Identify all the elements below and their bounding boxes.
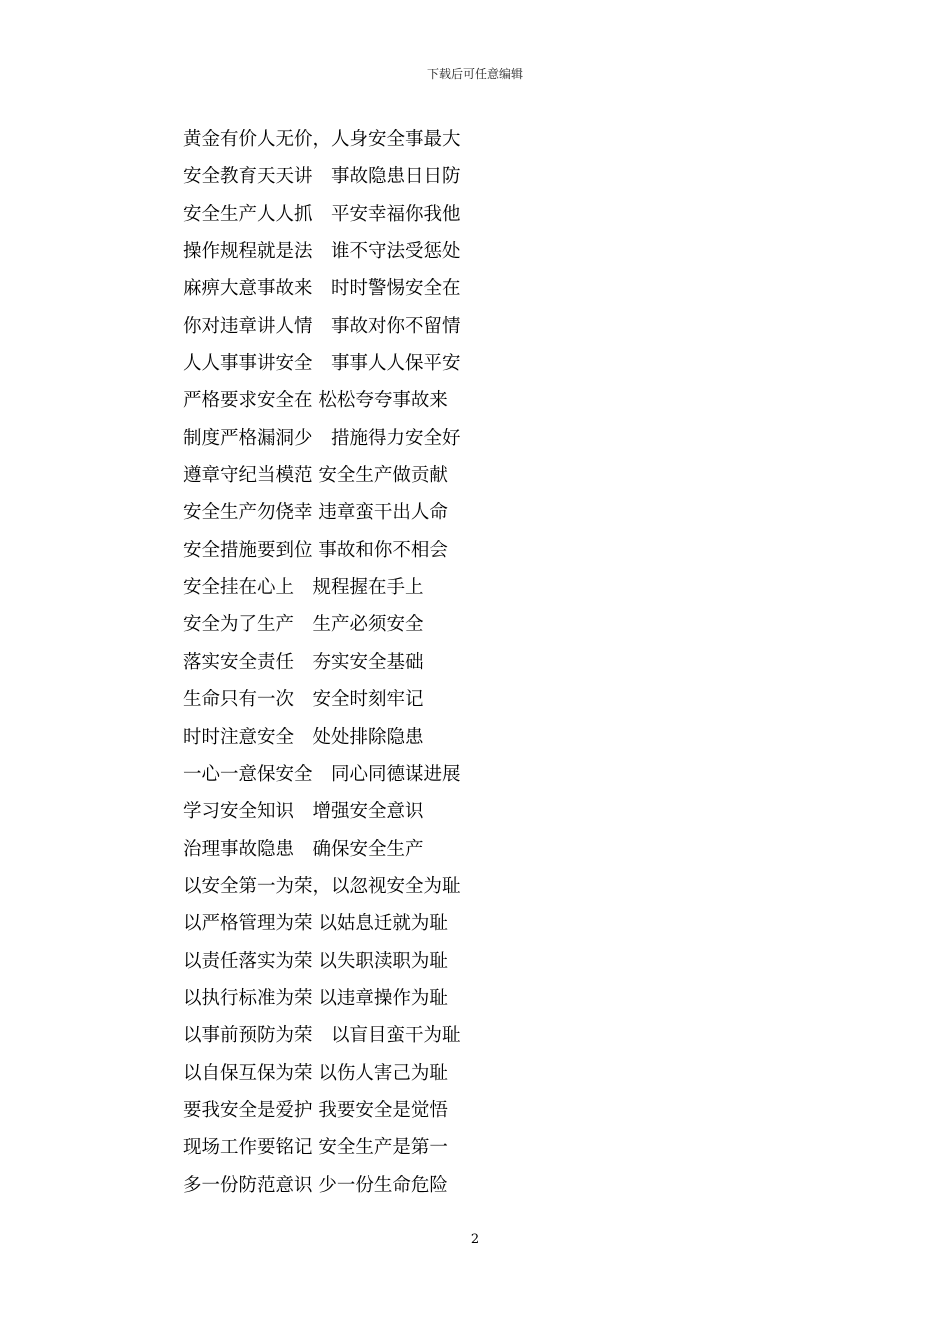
slogan-line: 多一份防范意识 少一份生命危险 [183,1174,448,1196]
slogan-line: 安全教育天天讲 事故隐患日日防 [183,166,461,188]
slogan-line: 生命只有一次 安全时刻牢记 [183,689,424,711]
slogan-line: 以责任落实为荣 以失职渎职为耻 [183,950,448,972]
slogan-line: 安全为了生产 生产必须安全 [183,614,424,636]
slogan-line: 制度严格漏洞少 措施得力安全好 [183,427,461,449]
page-number: 2 [470,1232,480,1247]
slogan-list [183,121,703,1204]
slogan-line: 落实安全责任 夯实安全基础 [183,651,424,673]
slogan-line: 严格要求安全在 松松夸夸事故来 [183,390,448,412]
slogan-line: 治理事故隐患 确保安全生产 [183,838,424,860]
page-header-note: 下载后可任意编辑 [426,67,523,81]
slogan-line: 时时注意安全 处处排除隐患 [183,726,424,748]
slogan-line: 黄金有价人无价，人身安全事最大 [183,129,461,150]
slogan-line: 一心一意保安全 同心同德谋进展 [183,763,461,785]
slogan-line: 遵章守纪当模范 安全生产做贡献 [183,465,448,487]
slogan-line: 安全措施要到位 事故和你不相会 [183,539,448,561]
slogan-line: 以事前预防为荣 以盲目蛮干为耻 [183,1025,461,1047]
slogan-line: 麻痹大意事故来 时时警惕安全在 [183,278,461,300]
slogan-line: 现场工作要铭记 安全生产是第一 [183,1137,448,1159]
slogan-line: 安全生产人人抓 平安幸福你我他 [183,203,461,225]
slogan-line: 以自保互保为荣 以伤人害己为耻 [183,1062,448,1084]
slogan-line: 以安全第一为荣，以忽视安全为耻 [183,875,461,897]
slogan-line: 你对违章讲人情 事故对你不留情 [183,315,461,337]
slogan-line: 操作规程就是法 谁不守法受惩处 [183,241,461,263]
slogan-line: 人人事事讲安全 事事人人保平安 [183,353,461,375]
slogan-line: 要我安全是爱护 我要安全是觉悟 [183,1099,448,1121]
slogan-line: 安全生产勿侥幸 违章蛮干出人命 [183,502,448,524]
slogan-line: 安全挂在心上 规程握在手上 [183,577,424,599]
slogan-line: 以严格管理为荣 以姑息迁就为耻 [183,913,448,935]
slogan-line: 学习安全知识 增强安全意识 [183,801,424,823]
slogan-line: 以执行标准为荣 以违章操作为耻 [183,987,448,1009]
